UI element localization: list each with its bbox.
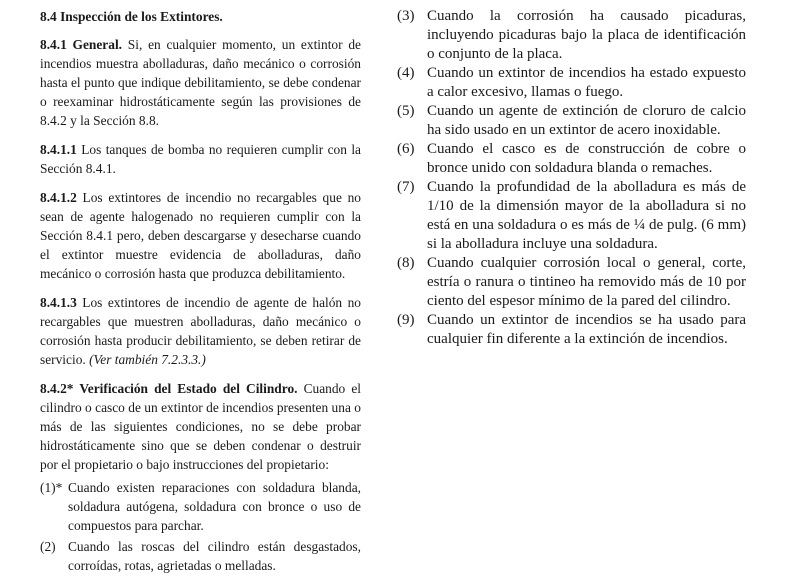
list-item: (2) Cuando las roscas del cilindro están desgastados, corroídas, rotas, agrietadas o melladas. [40,539,361,573]
paragraph-8-4-1-2: 8.4.1.2 Los extintores de incendio no recargables que no sean de agente halogenado no requieren cumplir con la Sección 8.4.1 pero, deben descargarse y desecharse cuando el extintor muestre evidencia de abolladuras, daño mecánico o corrosión hasta que produzca debilitamiento. [40,190,361,281]
list-item: (9) Cuando un extintor de incendios se ha usado para cualquier fin diferente a la extinción de incendios. [397,312,746,347]
paragraph-8-4-1-3: 8.4.1.3 Los extintores de incendio de agente de halón no recargables que muestren abolladuras, daño mecánico o corrosión hasta producir debilitamiento, se deben retirar de servicio. (Ver también 7.2.3.3.) [40,295,361,367]
list-item: (6) Cuando el casco es de construcción de cobre o bronce unido con soldadura blanda o remaches. [397,141,746,176]
paragraph-8-4-2: 8.4.2* Verificación del Estado del Cilindro. Cuando el cilindro o casco de un extintor de incendios presenten una o más de las siguientes condiciones, no se debe probar hidrostáticamente sino que se deben condenar o destruir por el propietario o bajo instrucciones del propietario: [40,381,362,472]
paragraph-8-4-1: 8.4.1 General. Si, en cualquier momento, un extintor de incendios muestra abolladuras, daño mecánico o corrosión hasta el punto que indique debilitamiento, se debe condenar o reexaminar hidrostáticamente según las provisiones de 8.4.2 y la Sección 8.8. [40,37,361,128]
left-column [40,7,361,577]
list-item: (5) Cuando un agente de extinción de cloruro de calcio ha sido usado en un extintor de acero inoxidable. [397,103,746,138]
right-column [397,7,746,349]
list-item: (8) Cuando cualquier corrosión local o general, corte, estría o ranura o tintineo ha removido más de 10 por ciento del espesor mínimo de la pared del cilindro. [397,255,746,309]
list-item: (1)* Cuando existen reparaciones con soldadura blanda, soldadura autógena, soldadura con bronce o uso de compuestos para parchar. [40,480,361,533]
paragraph-8-4-1-1: 8.4.1.1 Los tanques de bomba no requieren cumplir con la Sección 8.4.1. [40,142,361,176]
list-item: (7) Cuando la profundidad de la abolladura es más de 1/10 de la dimensión mayor de la abolladura si no está en una soldadura o es más de ¼ de pulg. (6 mm) si la abolladura incluye una soldadura. [397,179,746,252]
section-heading: 8.4 Inspección de los Extintores. [40,9,223,24]
list-item: (3) Cuando la corrosión ha causado picaduras, incluyendo picaduras bajo la placa de identificación o conjunto de la placa. [397,8,746,62]
list-item: (4) Cuando un extintor de incendios ha estado expuesto a calor excesivo, llamas o fuego. [397,65,746,100]
